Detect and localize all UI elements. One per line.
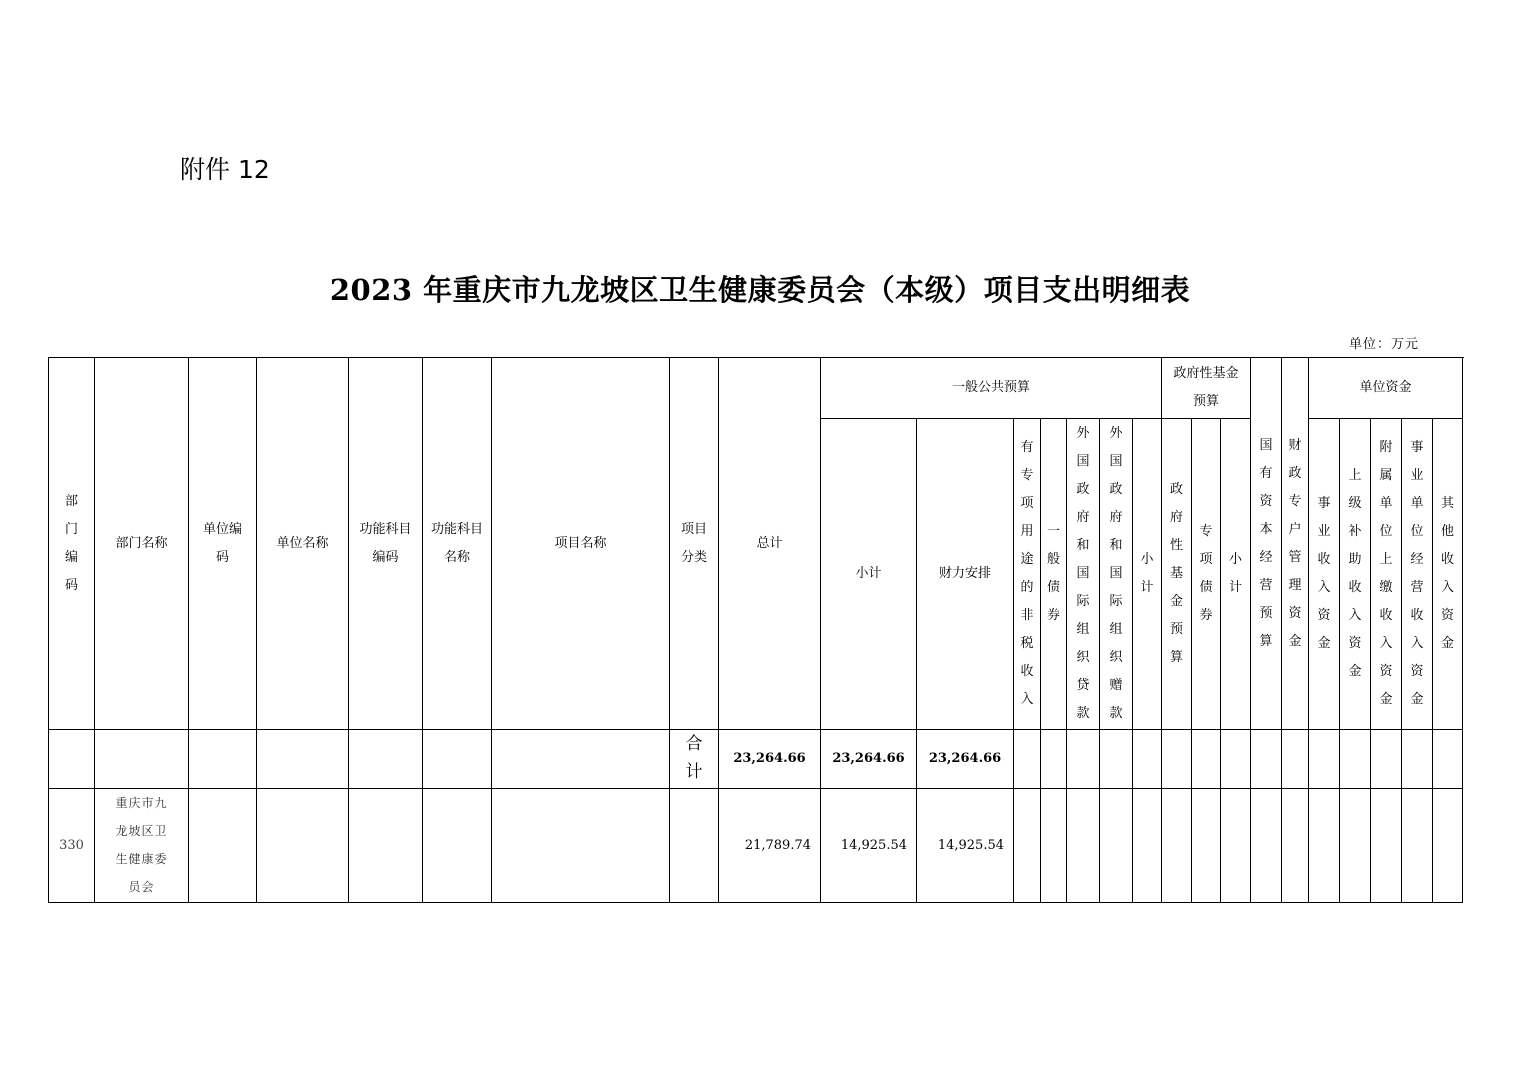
page-title: 2023 年重庆市九龙坡区卫生健康委员会（本级）项目支出明细表 bbox=[329, 273, 1191, 307]
header-gb-grant: 外国政府和国际组织赠款 bbox=[1100, 419, 1133, 730]
total-amount: 23,264.66 bbox=[719, 730, 821, 789]
header-uf-subtotal: 小计 bbox=[1221, 419, 1251, 730]
row-total: 21,789.74 bbox=[719, 789, 821, 903]
header-project-name: 项目名称 bbox=[492, 358, 670, 730]
header-gf-budget: 政府性基金预算 bbox=[1162, 419, 1192, 730]
header-general-budget: 一般公共预算 bbox=[821, 358, 1162, 419]
header-state-capital: 国有资本经营预算 bbox=[1251, 358, 1282, 730]
header-unit-name: 单位名称 bbox=[257, 358, 349, 730]
header-func-code: 功能科目编码 bbox=[349, 358, 423, 730]
header-gf-bond: 专项债券 bbox=[1192, 419, 1221, 730]
header-gb-fiscal: 财力安排 bbox=[917, 419, 1014, 730]
header-gb-subtotal: 小计 bbox=[821, 419, 917, 730]
header-uf-business: 事业收入资金 bbox=[1309, 419, 1340, 730]
header-fiscal-account: 财政专户管理资金 bbox=[1282, 358, 1309, 730]
header-unit-code: 单位编码 bbox=[189, 358, 257, 730]
header-uf-affiliate: 附属单位上缴收入资金 bbox=[1371, 419, 1402, 730]
header-unit-funds: 单位资金 bbox=[1309, 358, 1463, 419]
row-gb-subtotal: 14,925.54 bbox=[821, 789, 917, 903]
total-gb-fiscal: 23,264.66 bbox=[917, 730, 1014, 789]
table-row bbox=[49, 789, 1463, 903]
total-gb-subtotal: 23,264.66 bbox=[821, 730, 917, 789]
expenditure-table bbox=[48, 357, 1463, 903]
row-gb-fiscal: 14,925.54 bbox=[917, 789, 1014, 903]
header-gov-fund-budget: 政府性基金预算 bbox=[1162, 358, 1251, 419]
row-dept-name: 重庆市九龙坡区卫生健康委员会 bbox=[95, 789, 189, 903]
header-gb-nontax: 有专项用途的非税收入 bbox=[1014, 419, 1041, 730]
header-dept-name: 部门名称 bbox=[95, 358, 189, 730]
header-gb-loan: 外国政府和国际组织贷款 bbox=[1067, 419, 1100, 730]
header-gf-subtotal: 小计 bbox=[1133, 419, 1162, 730]
header-gb-bond: 一般债券 bbox=[1041, 419, 1067, 730]
header-func-name: 功能科目名称 bbox=[423, 358, 492, 730]
header-uf-operating: 事业单位经营收入资金 bbox=[1402, 419, 1433, 730]
attachment-label: 附件 12 bbox=[180, 155, 270, 184]
header-project-type: 项目分类 bbox=[670, 358, 719, 730]
header-uf-subsidy: 上级补助收入资金 bbox=[1340, 419, 1371, 730]
unit-label: 单位：万元 bbox=[1349, 337, 1420, 352]
header-total: 总计 bbox=[719, 358, 821, 730]
header-row-1 bbox=[49, 358, 1463, 419]
total-row bbox=[49, 730, 1463, 789]
row-dept-code: 330 bbox=[49, 789, 95, 903]
header-uf-other: 其他收入资金 bbox=[1433, 419, 1463, 730]
header-dept-code: 部门编码 bbox=[49, 358, 95, 730]
total-label: 合计 bbox=[670, 730, 719, 789]
